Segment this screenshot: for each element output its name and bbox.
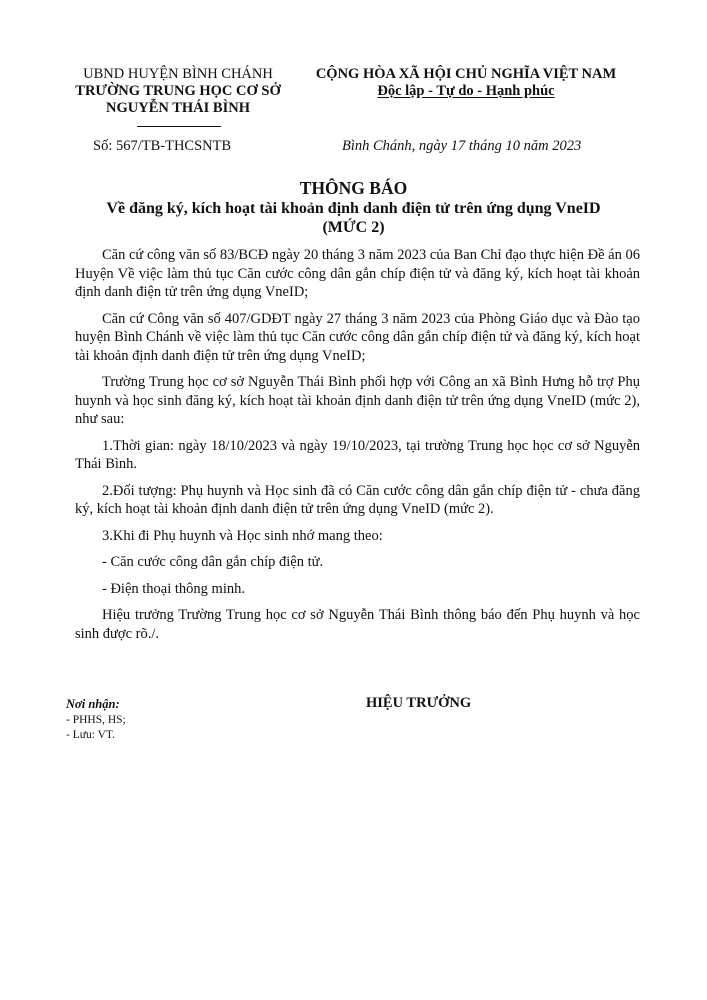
issuer-district: UBND HUYỆN BÌNH CHÁNH [83, 66, 273, 82]
recipient-item: - PHHS, HS; [66, 714, 126, 726]
issuer-school-line2: NGUYỄN THÁI BÌNH [106, 100, 250, 116]
paragraph-legal-basis-1: Căn cứ công văn số 83/BCĐ ngày 20 tháng 3 năm 2023 của Ban Chỉ đạo thực hiện Đề án 06 Huyện Về việc làm thủ tục Căn cước công dân gắn chíp điện tử và đăng ký, kích hoạt tài khoản định danh điện tử trên ứng dụng VneID; [75, 247, 640, 300]
paragraph-time: 1.Thời gian: ngày 18/10/2023 và ngày 19/10/2023, tại trường Trung học học cơ sở Nguyễn Thái Bình. [75, 437, 640, 472]
paragraph-coordination: Trường Trung học cơ sở Nguyễn Thái Bình phối hợp với Công an xã Bình Hưng hỗ trợ Phụ huynh và học sinh đăng ký, kích hoạt tài khoản định danh điện tử trên ứng dụng VneID (mức 2), như sau: [75, 374, 640, 427]
issuer-block [58, 66, 298, 117]
issuer-school-line1: TRƯỜNG TRUNG HỌC CƠ SỞ [75, 83, 281, 99]
national-motto: Độc lập - Tự do - Hạnh phúc [377, 83, 555, 99]
paragraph-bring: 3.Khi đi Phụ huynh và Học sinh nhớ mang theo: [102, 527, 383, 544]
paragraph-closing: Hiệu trưởng Trường Trung học cơ sở Nguyễn Thái Bình thông báo đến Phụ huynh và học sinh được rõ./. [75, 607, 640, 642]
document-number: Số: 567/TB-THCSNTB [93, 138, 232, 154]
subtitle-line-2: (MỨC 2) [322, 219, 385, 236]
paragraph-bring-item-2: - Điện thoại thông minh. [102, 580, 245, 597]
paragraph-legal-basis-2: Căn cứ Công văn số 407/GDĐT ngày 27 tháng 3 năm 2023 của Phòng Giáo dục và Đào tạo huyện Bình Chánh về việc làm thủ tục Căn cước công dân gắn chíp điện tử và đăng ký, kích hoạt tài khoản định danh điện tử trên ứng dụng VneID; [75, 310, 640, 364]
recipients-title: Nơi nhận: [66, 697, 120, 711]
issuer-underline [137, 126, 221, 127]
document-subtitle [40, 199, 667, 237]
national-motto-block [296, 66, 636, 100]
document-date: Bình Chánh, ngày 17 tháng 10 năm 2023 [342, 138, 582, 154]
subtitle-line-1: Về đăng ký, kích hoạt tài khoản định danh điện tử trên ứng dụng VneID [106, 200, 601, 217]
national-title: CỘNG HÒA XÃ HỘI CHỦ NGHĨA VIỆT NAM [315, 66, 617, 82]
document-body [75, 246, 640, 651]
recipient-item: - Lưu: VT. [66, 729, 115, 741]
paragraph-target: 2.Đối tượng: Phụ huynh và Học sinh đã có Căn cước công dân gắn chíp điện tử - chưa đăng ký, kích hoạt tài khoản định danh điện tử trên ứng dụng VneID (mức 2). [75, 482, 640, 517]
signature-title: HIỆU TRƯỞNG [366, 695, 472, 711]
paragraph-bring-item-1: - Căn cước công dân gắn chíp điện tử. [102, 554, 324, 570]
document-title: THÔNG BÁO [299, 178, 408, 198]
